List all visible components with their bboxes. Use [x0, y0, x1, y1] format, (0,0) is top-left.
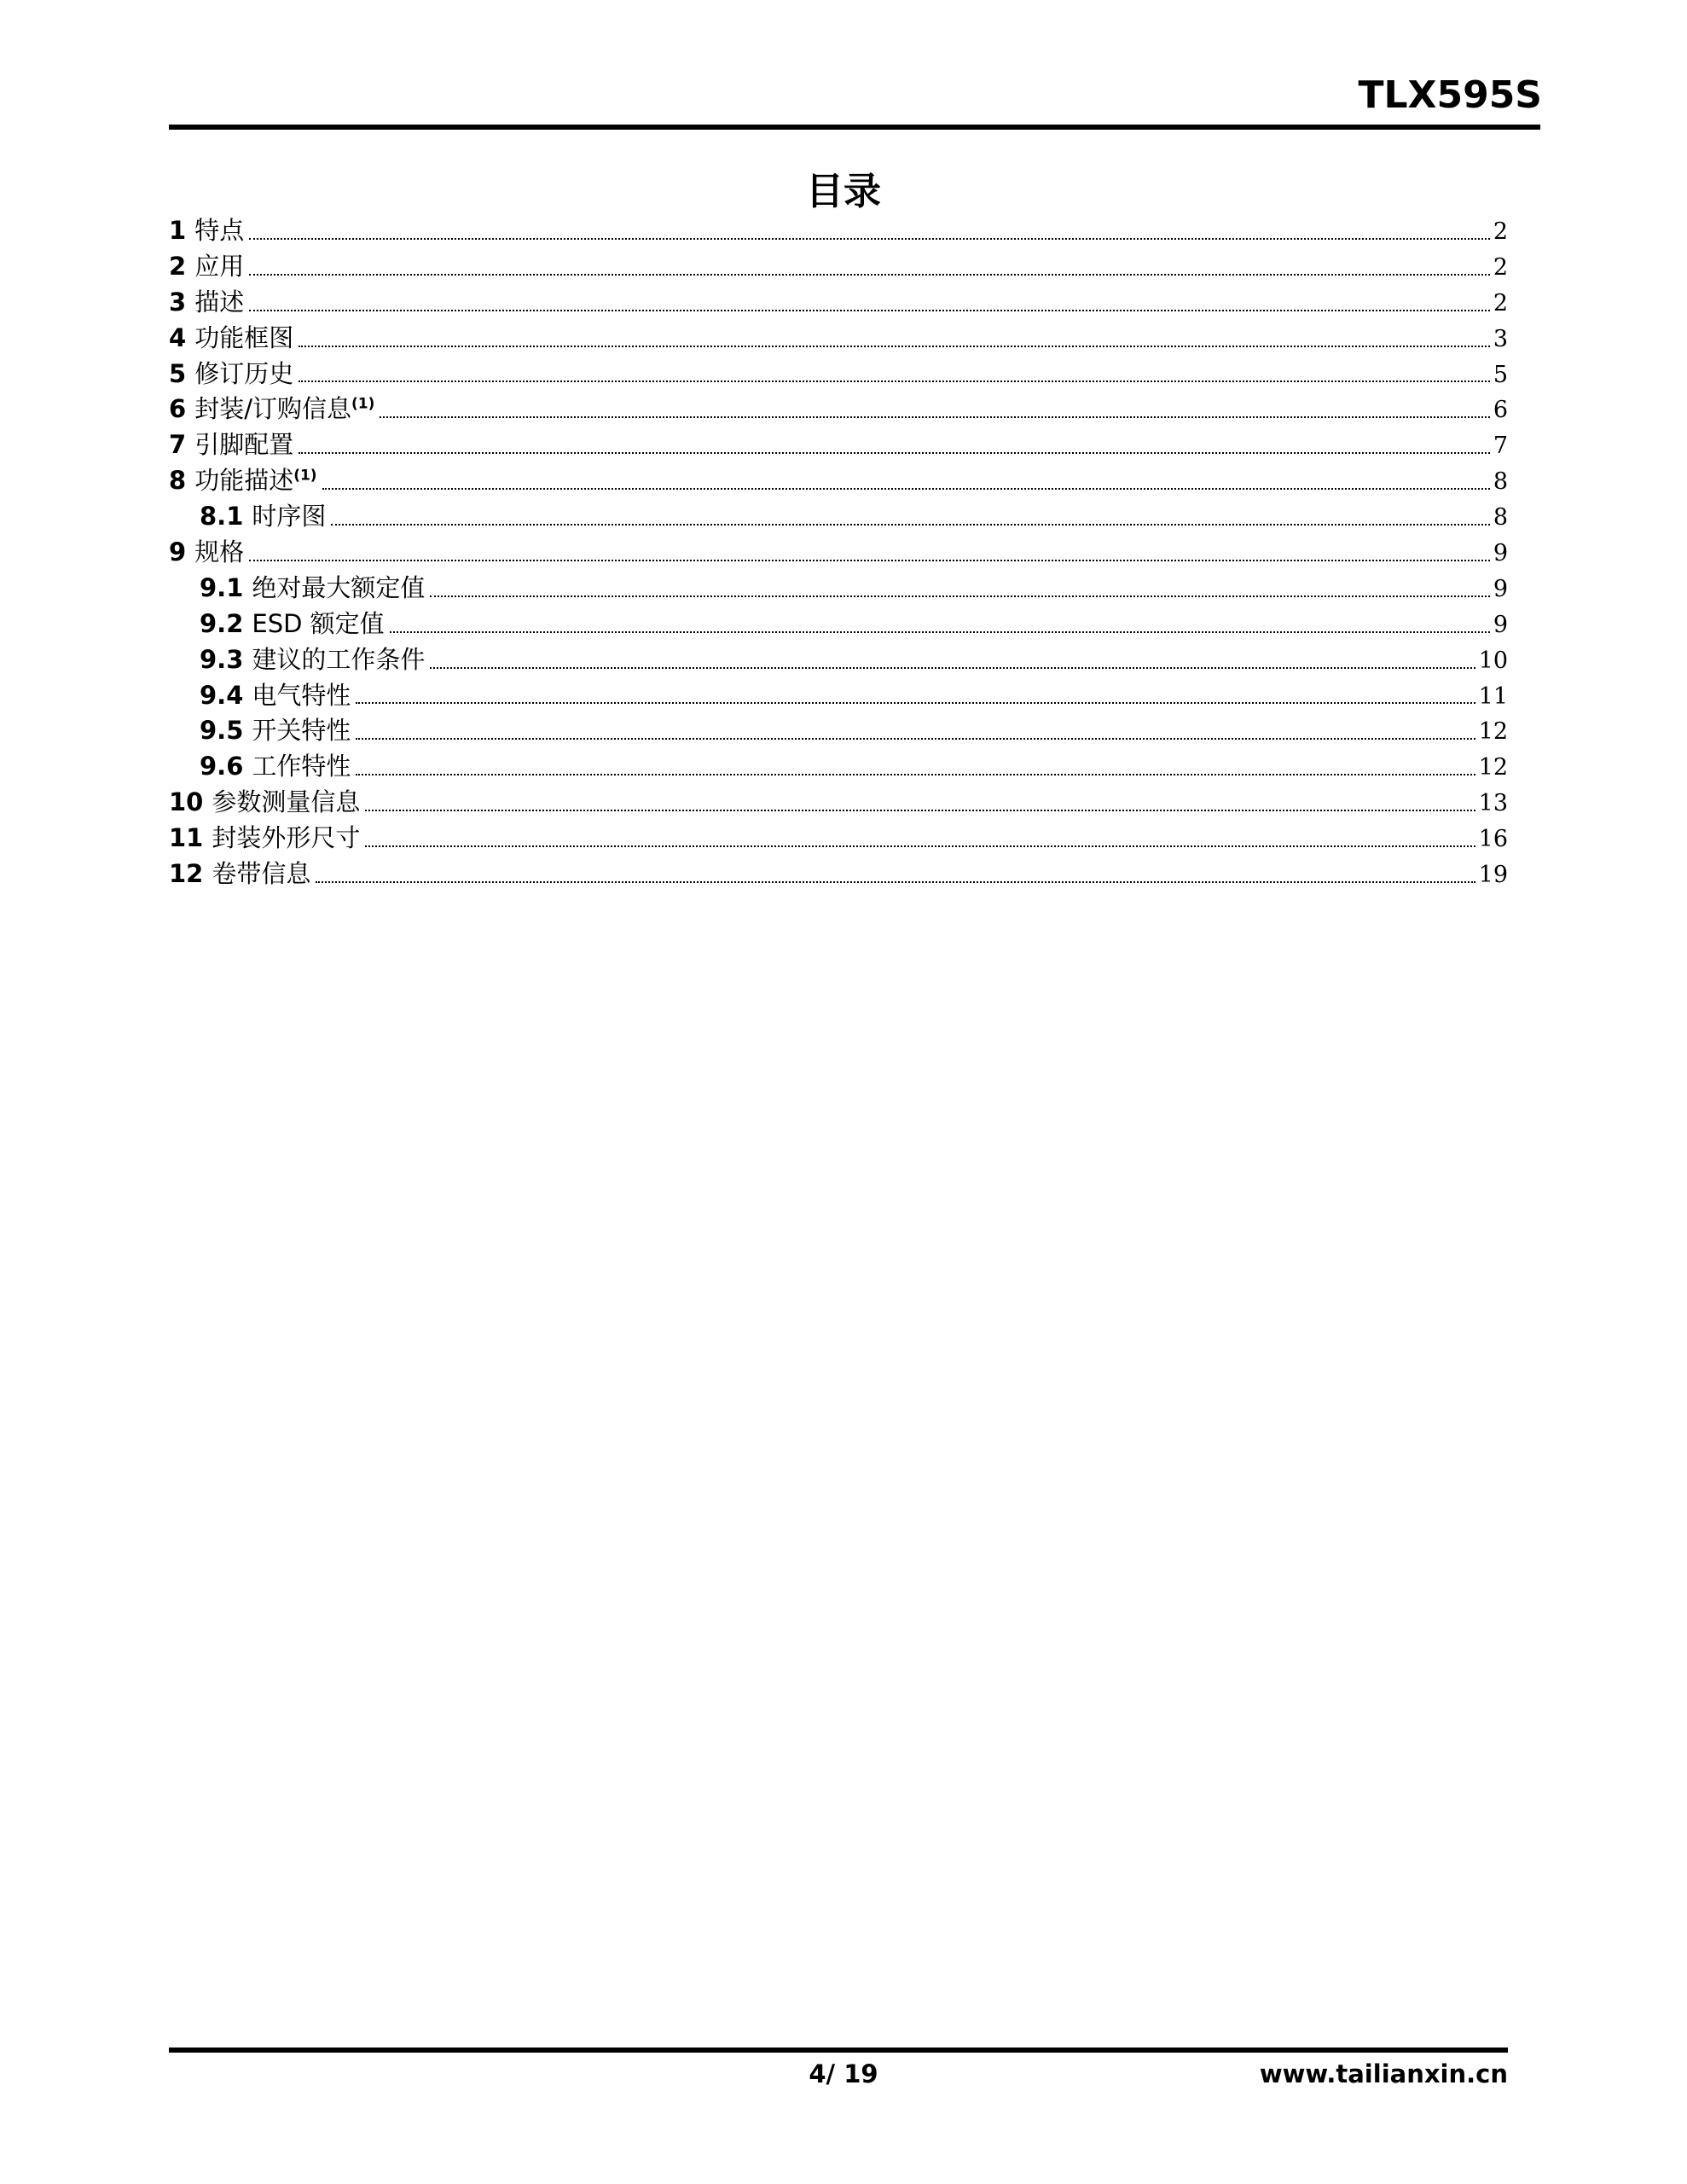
- toc-entry-number: 10: [169, 787, 204, 817]
- toc-entry-page: 11: [1478, 682, 1508, 710]
- toc-dot-leader: [299, 380, 1490, 382]
- toc-entry-label-text: 开关特性: [252, 716, 351, 746]
- toc-dot-leader: [249, 238, 1490, 240]
- toc-entry[interactable]: [169, 212, 1508, 247]
- toc-entry-label: [252, 497, 326, 532]
- toc-entry-label-text: 工作特性: [252, 752, 351, 781]
- toc-entry-number: 9.5: [200, 716, 244, 746]
- toc-dot-leader: [356, 702, 1475, 704]
- toc-entry[interactable]: [169, 712, 1508, 747]
- toc-entry[interactable]: [169, 462, 1508, 497]
- toc-entry-label: [194, 247, 244, 282]
- toc-dot-leader: [249, 310, 1490, 311]
- toc-dot-leader: [249, 560, 1490, 561]
- toc-entry-label: [212, 783, 360, 818]
- toc-entry-label-text: 封装外形尺寸: [212, 823, 361, 853]
- toc-entry-label-text: ESD 额定值: [252, 608, 385, 638]
- toc-dot-leader: [322, 488, 1490, 490]
- toc-entry-page: 7: [1493, 433, 1508, 460]
- toc-dot-leader: [390, 631, 1490, 633]
- toc-entry-label-text: 封装/订购信息: [194, 394, 351, 424]
- toc-entry-number: 12: [169, 859, 204, 889]
- toc-entry-label-text: 应用: [194, 251, 245, 281]
- toc-entry-label-text: 卷带信息: [212, 859, 311, 889]
- toc-entry[interactable]: [169, 783, 1508, 819]
- toc-entry-label: [194, 319, 293, 354]
- toc-entry[interactable]: [169, 605, 1508, 641]
- toc-entry[interactable]: [169, 747, 1508, 783]
- toc-dot-leader: [299, 452, 1490, 454]
- toc-entry-page: 16: [1478, 826, 1508, 853]
- toc-entry-page: 13: [1478, 790, 1508, 817]
- footer-rule: [169, 2048, 1508, 2053]
- toc-entry-page: 2: [1493, 253, 1508, 281]
- toc-entry-footnote-mark: (1): [293, 467, 317, 485]
- toc-entry-page: 10: [1478, 647, 1508, 674]
- toc-entry-page: 8: [1493, 468, 1508, 496]
- toc-entry-label-text: 时序图: [252, 502, 327, 531]
- toc-entry-number: 9: [169, 537, 187, 567]
- toc-entry-label-text: 电气特性: [252, 680, 351, 710]
- toc-entry-number: 4: [169, 322, 187, 352]
- toc-entry-number: 5: [169, 358, 187, 388]
- toc-entry-label: [194, 283, 244, 318]
- footer-page-number: 4/ 19: [809, 2059, 878, 2088]
- toc-dot-leader: [299, 346, 1490, 347]
- toc-entry-label: [252, 712, 351, 746]
- toc-entry-page: 9: [1493, 575, 1508, 602]
- toc-entry-label: [194, 462, 316, 497]
- toc-entry-label: [252, 569, 425, 604]
- toc-entry-number: 8.1: [200, 502, 244, 531]
- toc-entry-label: [252, 747, 351, 782]
- toc-dot-leader: [356, 774, 1475, 775]
- toc-entry-label-text: 修订历史: [194, 358, 294, 388]
- toc-entry-label-text: 功能框图: [194, 322, 294, 352]
- toc-entry-label: [212, 819, 360, 854]
- toc-entry-page: 9: [1493, 540, 1508, 567]
- toc-entry-label-text: 建议的工作条件: [252, 644, 426, 674]
- toc-entry-label-text: 引脚配置: [194, 430, 294, 460]
- toc-entry-page: 19: [1478, 862, 1508, 889]
- toc-entry-number: 8: [169, 466, 187, 496]
- toc-entry-label: [194, 533, 244, 568]
- toc-entry-label: [252, 677, 351, 712]
- toc-entry[interactable]: [169, 497, 1508, 533]
- toc-entry-number: 9.2: [200, 608, 244, 638]
- toc-entry-number: 2: [169, 251, 187, 281]
- toc-entry-label-text: 描述: [194, 287, 245, 317]
- toc-entry-page: 3: [1493, 325, 1508, 352]
- toc-entry[interactable]: [169, 641, 1508, 677]
- toc-entry-label: [212, 855, 310, 890]
- toc-entry[interactable]: [169, 319, 1508, 355]
- toc-entry-page: 12: [1478, 718, 1508, 746]
- toc-entry-label-text: 参数测量信息: [212, 787, 361, 817]
- toc-entry-label: [252, 605, 384, 640]
- toc-entry-label-text: 特点: [194, 216, 245, 245]
- toc-entry-page: 2: [1493, 289, 1508, 317]
- toc-entry[interactable]: [169, 283, 1508, 319]
- toc-dot-leader: [430, 595, 1489, 597]
- toc-entry-number: 9.3: [200, 644, 244, 674]
- toc-dot-leader: [356, 738, 1475, 740]
- toc-entry[interactable]: [169, 355, 1508, 391]
- toc-entry-number: 7: [169, 430, 187, 460]
- toc-entry[interactable]: [169, 390, 1508, 426]
- toc-entry-label: [194, 212, 244, 247]
- toc-entry[interactable]: [169, 569, 1508, 605]
- toc-entry-number: 11: [169, 823, 204, 853]
- toc-entry-number: 9.1: [200, 572, 244, 602]
- toc-entry-label-text: 绝对最大额定值: [252, 572, 426, 602]
- toc-entry-label-text: 规格: [194, 537, 245, 567]
- toc-dot-leader: [365, 845, 1475, 847]
- toc-entry-footnote-mark: (1): [351, 395, 375, 413]
- toc-entry[interactable]: [169, 247, 1508, 283]
- toc-entry-label: [194, 426, 293, 461]
- toc-entry-label: [194, 390, 374, 425]
- toc-entry-page: 2: [1493, 218, 1508, 245]
- toc-entry-label: [252, 641, 425, 676]
- toc-entry-page: 5: [1493, 361, 1508, 388]
- toc-entry-number: 9.6: [200, 752, 244, 781]
- toc-entry-label: [194, 355, 293, 390]
- toc-entry-page: 9: [1493, 611, 1508, 638]
- toc-dot-leader: [316, 881, 1475, 883]
- toc-entry-number: 3: [169, 287, 187, 317]
- toc-entry[interactable]: [169, 855, 1508, 891]
- toc-entry[interactable]: [169, 677, 1508, 712]
- toc-dot-leader: [331, 524, 1489, 526]
- toc-dot-leader: [249, 274, 1490, 276]
- footer-website-link[interactable]: www.tailianxin.cn: [1259, 2059, 1508, 2088]
- toc-entry-page: 8: [1493, 504, 1508, 531]
- document-title: TLX595S: [1358, 73, 1542, 117]
- toc-dot-leader: [365, 810, 1475, 811]
- toc-entry-page: 12: [1478, 754, 1508, 781]
- toc-entry[interactable]: [169, 533, 1508, 569]
- toc-entry[interactable]: [169, 819, 1508, 855]
- toc-entry-page: 6: [1493, 397, 1508, 424]
- toc-heading: 目录: [806, 170, 881, 213]
- toc-entry-number: 6: [169, 394, 187, 424]
- toc-entry-number: 1: [169, 216, 187, 245]
- table-of-contents: [169, 212, 1508, 891]
- toc-entry[interactable]: [169, 426, 1508, 462]
- toc-dot-leader: [380, 416, 1489, 418]
- header-rule: [169, 125, 1540, 130]
- toc-dot-leader: [430, 667, 1475, 669]
- toc-entry-label-text: 功能描述: [194, 466, 294, 496]
- toc-entry-number: 9.4: [200, 680, 244, 710]
